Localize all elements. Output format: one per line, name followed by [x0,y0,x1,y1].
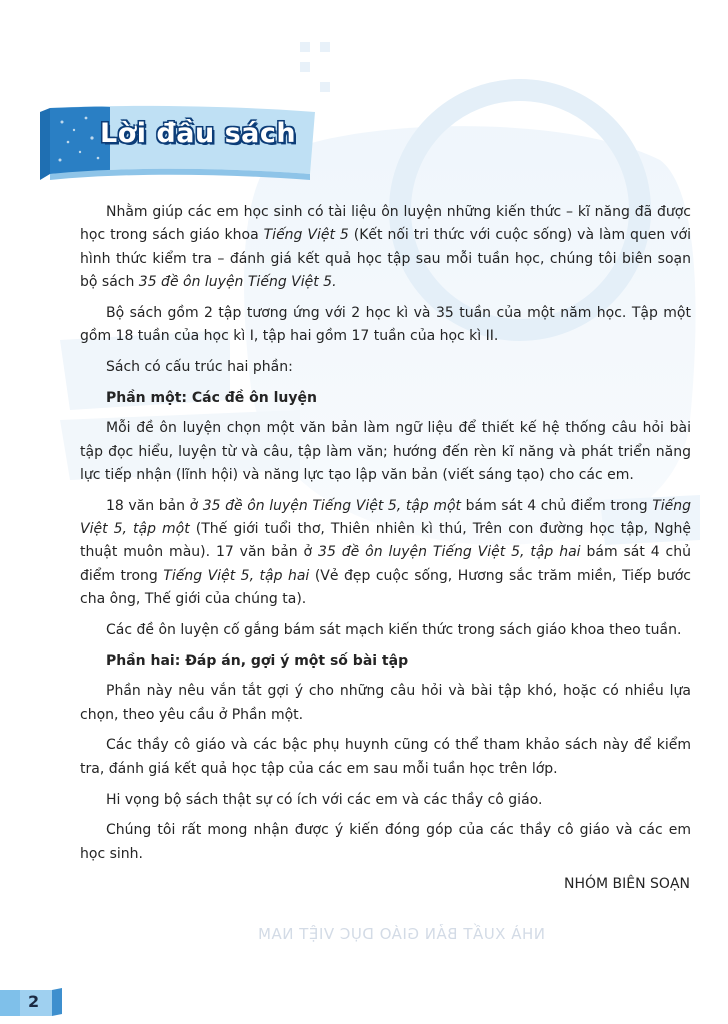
paragraph-part-two: Phần này nêu vắn tắt gợi ý cho những câu hỏi và bài tập khó, hoặc có nhiều lựa chọn, theo yêu cầu ở Phần một. [80,683,691,723]
paragraph-weekly: Các đề ôn luyện cố gắng bám sát mạch kiến thức trong sách giáo khoa theo tuần. [106,621,682,638]
section-heading-part-two: Phần hai: Đáp án, gợi ý một số bài tập [106,652,409,669]
paragraph-texts: 18 văn bản ở 35 đề ôn luyện Tiếng Việt 5, tập một bám sát 4 chủ điểm trong Tiếng Việt 5, tập một (Thế giới tuổi thơ, Thiên nhiên kì thú, Trên con đường học tập, Nghệ thuật muôn màu). 17 văn bản ở 35 đề ôn luyện Tiếng Việt 5, tập hai bám sát 4 chủ điểm trong Tiếng Việt 5, tập hai (Vẻ đẹp cuộc sống, Hương sắc trăm miền, Tiếp bước cha ông, Thế giới của chúng ta). [80,497,692,607]
paragraph-teachers: Các thầy cô giáo và các bậc phụ huynh cũng có thể tham khảo sách này để kiểm tra, đánh giá kết quả học tập của các em sau mỗi tuần học trên lớp. [80,737,691,777]
paragraph-part-one: Mỗi đề ôn luyện chọn một văn bản làm ngữ liệu để thiết kế hệ thống câu hỏi bài tập đọc hiểu, luyện từ và câu, tập làm văn; hướng đến rèn kĩ năng và phát triển năng lực tiếp nhận (lĩnh hội) và năng lực tạo lập văn bản (viết sáng tạo) cho các em. [80,420,691,483]
publisher-show-through: NHÀ XUẤT BẢN GIÁO DỤC VIỆT NAM [257,925,545,943]
paragraph-structure: Sách có cấu trúc hai phần: [106,358,293,375]
author-signature: NHÓM BIÊN SOẠN [563,876,690,892]
paragraph-intro: Nhằm giúp các em học sinh có tài liệu ôn luyện những kiến thức – kĩ năng đã được học trong sách giáo khoa Tiếng Việt 5 (Kết nối tri thức với cuộc sống) và làm quen với hình thức kiểm tra – đánh giá kết quả học tập sau mỗi tuần học, chúng tôi biên soạn bộ sách 35 đề ôn luyện Tiếng Việt 5. [80,204,691,290]
page-title: Lời đầu sách [100,118,297,149]
paragraph-hope: Hi vọng bộ sách thật sự có ích với các em và các thầy cô giáo. [106,791,543,808]
paragraph-volumes: Bộ sách gồm 2 tập tương ứng với 2 học kì và 35 tuần của một năm học. Tập một gồm 18 tuần của học kì I, tập hai gồm 17 tuần của học kì II. [80,304,691,344]
preface-body [80,201,691,873]
paragraph-feedback: Chúng tôi rất mong nhận được ý kiến đóng góp của các thầy cô giáo và các em học sinh. [80,822,691,862]
section-heading-part-one: Phần một: Các đề ôn luyện [106,389,317,406]
page-number: 2 [28,992,40,1011]
